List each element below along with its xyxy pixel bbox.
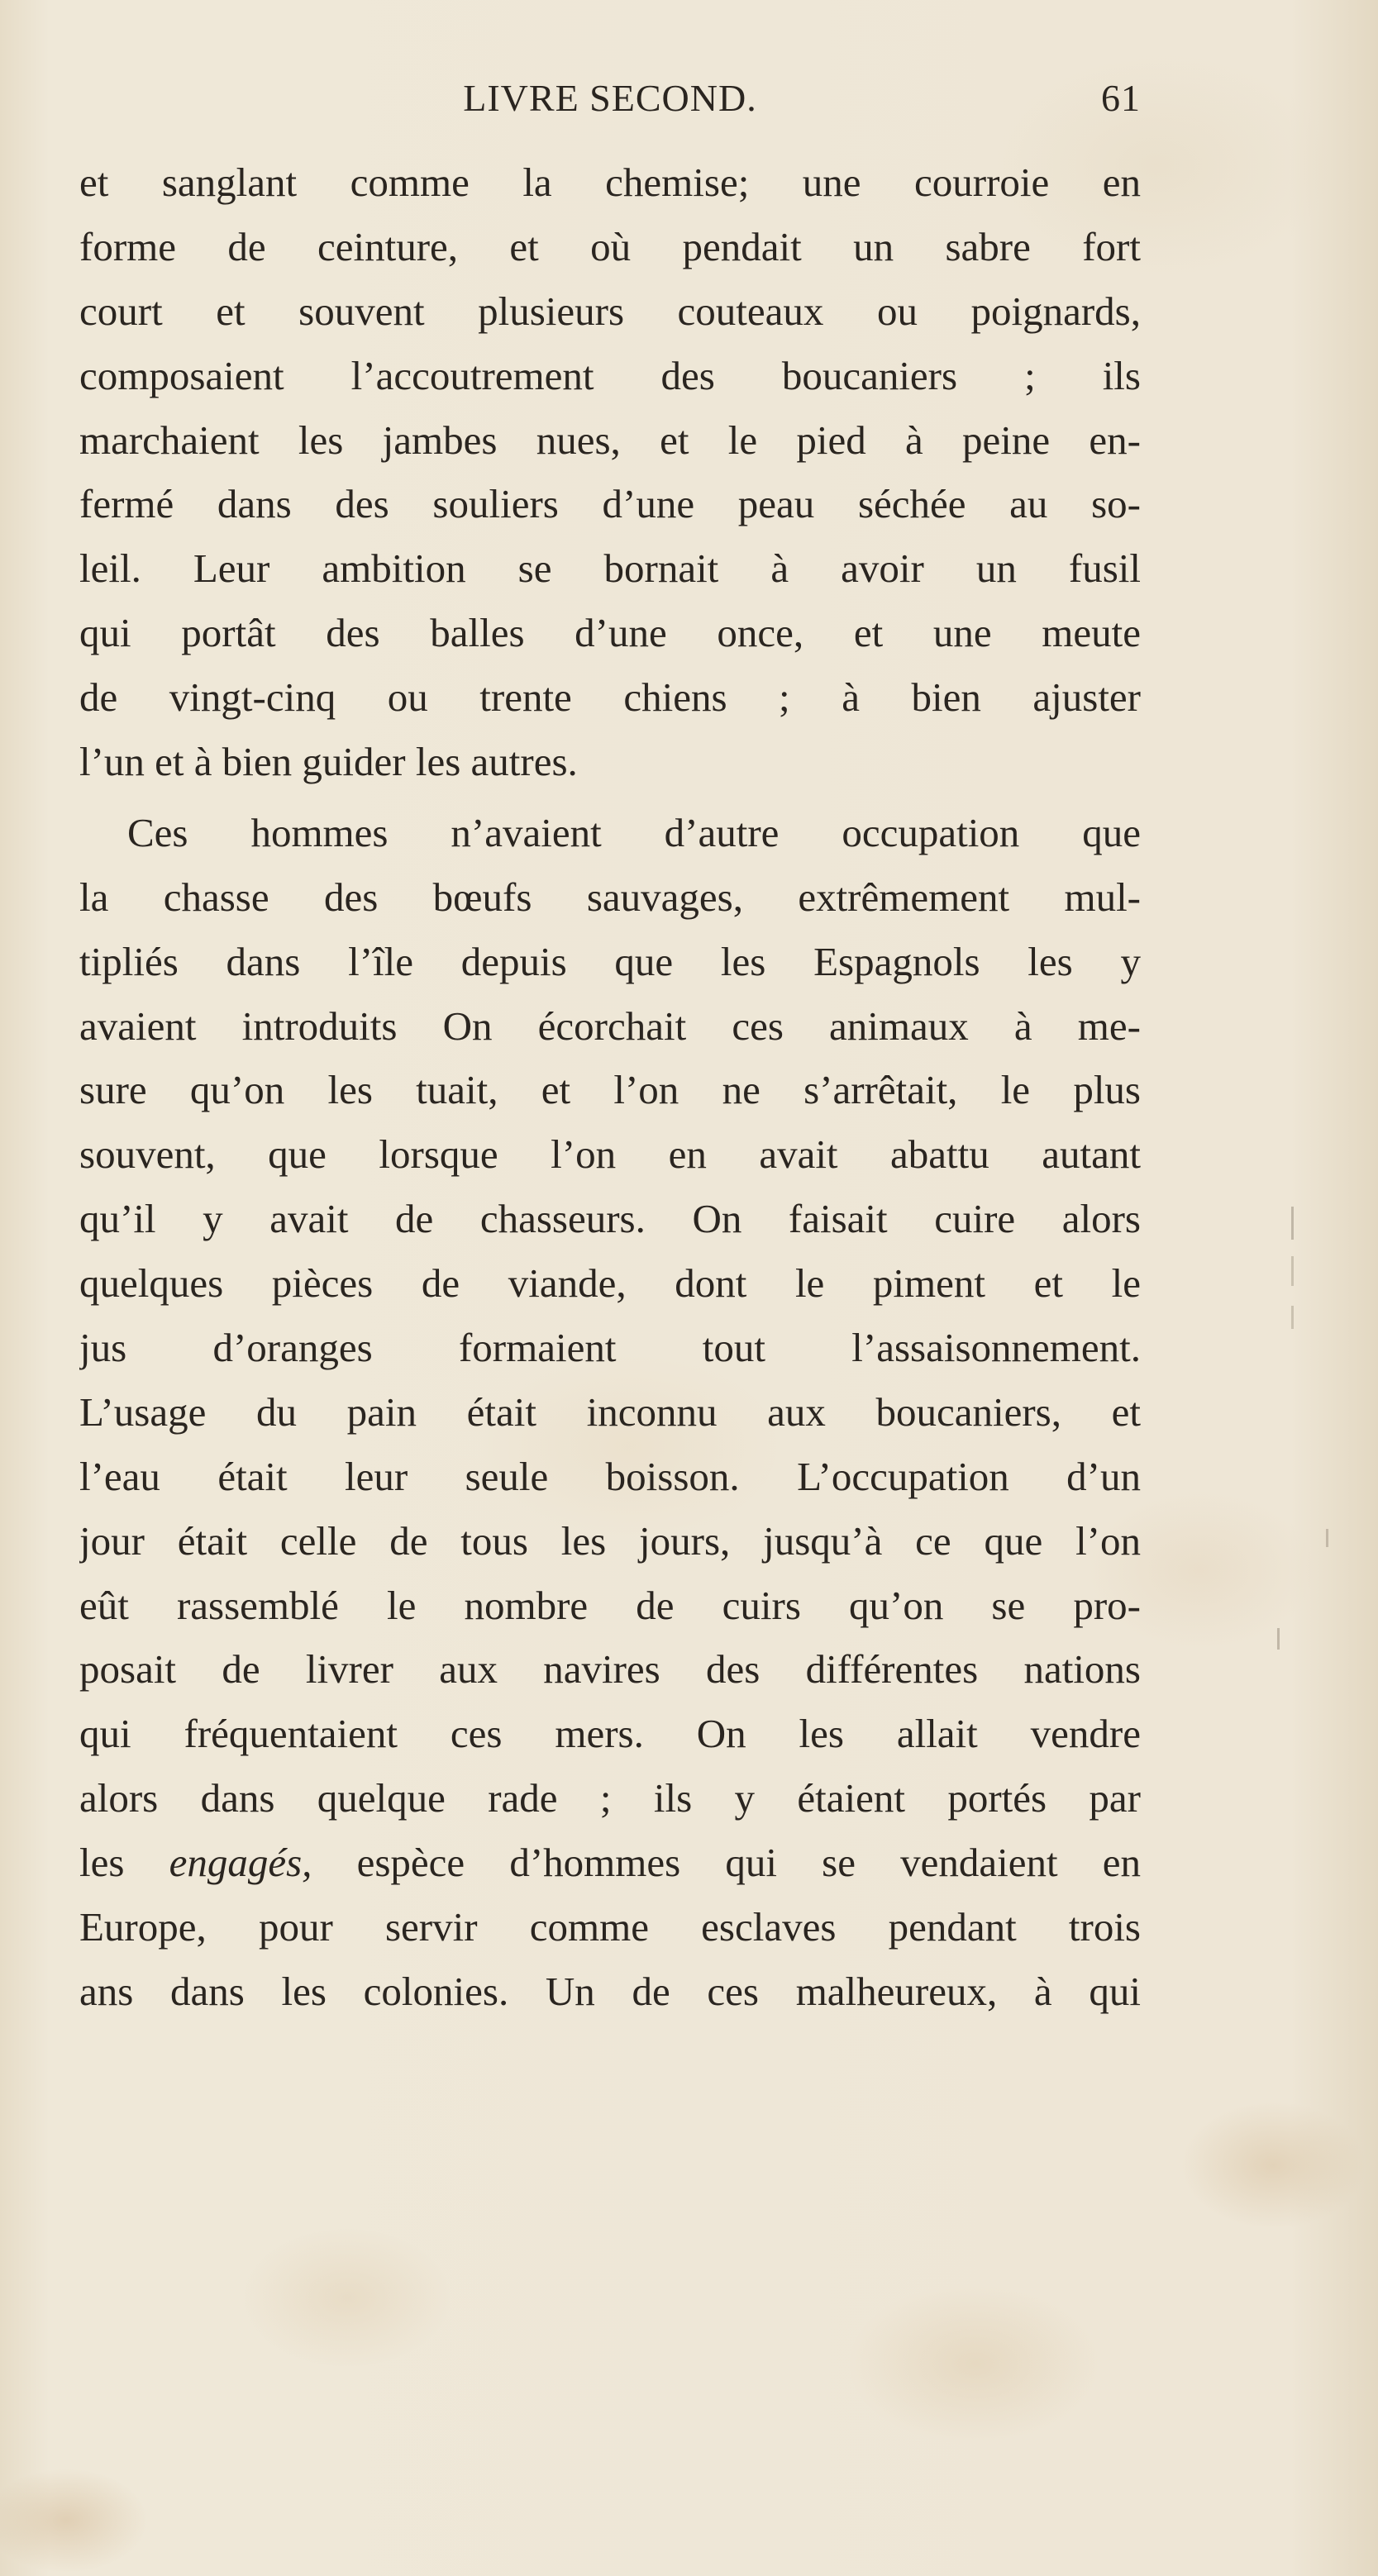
line-prefix: les [79, 1840, 169, 1886]
text-line: leil. Leur ambition se bornait à avoir un fusil [79, 545, 1141, 592]
text-line-with-italic [79, 1831, 1141, 1895]
text-line: eût rassemblé le nombre de cuirs qu’on se pro- [79, 1582, 1141, 1628]
text-line: qui portât des balles d’une once, et une meute [79, 610, 1141, 656]
margin-mark [1291, 1207, 1294, 1240]
margin-mark [1277, 1628, 1280, 1650]
text-line: qu’il y avait de chasseurs. On faisait cuire alors [79, 1196, 1141, 1242]
text-line: souvent, que lorsque l’on en avait abattu autant [79, 1131, 1141, 1178]
text-line: tipliés dans l’île depuis que les Espagnols les y [79, 938, 1141, 984]
text-line: forme de ceinture, et où pendait un sabre fort [79, 223, 1141, 269]
text-line: L’usage du pain était inconnu aux boucaniers, et [79, 1388, 1141, 1435]
margin-mark [1291, 1256, 1294, 1286]
text-line: avaient introduits On écorchait ces animaux à me- [79, 1002, 1141, 1049]
italic-term: engagés, [169, 1840, 312, 1886]
text-line: jour était celle de tous les jours, jusqu’à ce que l’on [79, 1517, 1141, 1564]
paragraph-1 [79, 150, 1141, 794]
text-line: sure qu’on les tuait, et l’on ne s’arrêtait, le plus [79, 1067, 1141, 1113]
text-line: Europe, pour servir comme esclaves pendant trois [79, 1904, 1141, 1950]
text-line: qui fréquentaient ces mers. On les allait vendre [79, 1711, 1141, 1757]
line-suffix: espèce d’hommes qui se vendaient en [312, 1840, 1141, 1886]
text-line: Ces hommes n’avaient d’autre occupation que [127, 809, 1141, 855]
text-line: quelques pièces de viande, dont le piment et le [79, 1260, 1141, 1307]
running-head [79, 76, 1141, 126]
text-line: l’eau était leur seule boisson. L’occupation d’un [79, 1453, 1141, 1499]
text-line: la chasse des bœufs sauvages, extrêmement mul- [79, 874, 1141, 920]
text-line: ans dans les colonies. Un de ces malheureux, à qui [79, 1968, 1141, 2014]
margin-mark [1291, 1306, 1294, 1329]
text-line: l’un et à bien guider les autres. [79, 739, 578, 785]
text-line: court et souvent plusieurs couteaux ou poignards, [79, 288, 1141, 334]
text-line: fermé dans des souliers d’une peau séchée au so- [79, 481, 1141, 527]
running-title: LIVRE SECOND. [463, 77, 757, 119]
text-line: jus d’oranges formaient tout l’assaisonnement. [79, 1325, 1141, 1371]
text-line: posait de livrer aux navires des différentes nations [79, 1646, 1141, 1693]
text-line: marchaient les jambes nues, et le pied à peine en- [79, 417, 1141, 463]
body-text [79, 150, 1141, 2024]
margin-mark [1326, 1529, 1328, 1547]
text-line: composaient l’accoutrement des boucaniers ; ils [79, 352, 1141, 398]
text-line: alors dans quelque rade ; ils y étaient portés par [79, 1775, 1141, 1821]
text-line: de vingt-cinq ou trente chiens ; à bien ajuster [79, 674, 1141, 721]
text-line: et sanglant comme la chemise; une courroie en [79, 160, 1141, 205]
paragraph-2 [79, 801, 1141, 2024]
page-number: 61 [1101, 77, 1141, 119]
